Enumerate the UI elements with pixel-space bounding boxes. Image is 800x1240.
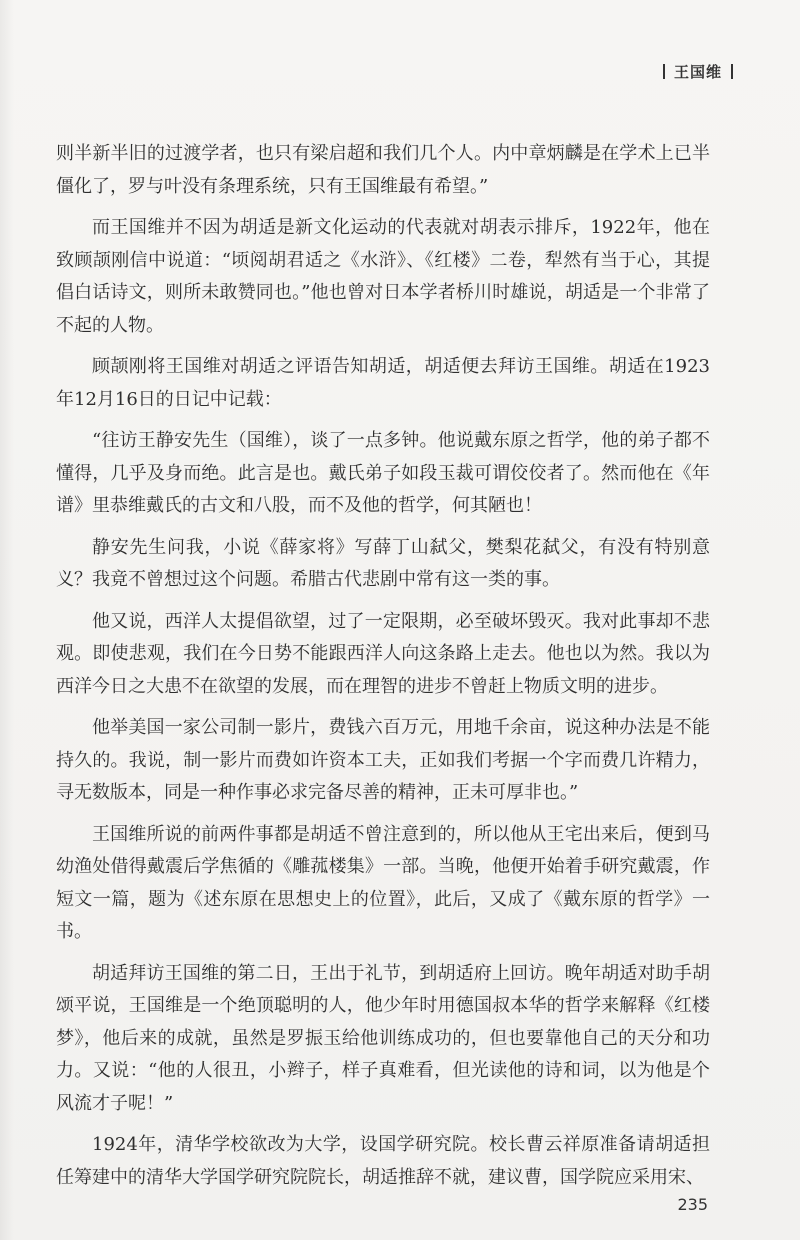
paragraph: 他又说，西洋人太提倡欲望，过了一定限期，必至破坏毁灭。我对此事却不悲观。即使悲观，我们在今日势不能跟西洋人向这条路上走去。他也以为然。我以为西洋今日之大患不在欲望的发展，而在理智的进步不曾赶上物质文明的进步。 [56, 610, 710, 697]
header-right-bar [731, 64, 733, 79]
paragraph: “往访王静安先生（国维），谈了一点多钟。他说戴东原之哲学，他的弟子都不懂得，几乎及身而绝。此言是也。戴氏弟子如段玉裁可谓佼佼者了。然而他在《年谱》里恭维戴氏的古文和八股，而不及他的哲学，何其陋也！ [56, 430, 710, 516]
running-header [654, 61, 742, 82]
paragraph: 1924年，清华学校欲改为大学，设国学研究院。校长曹云祥原准备请胡适担任筹建中的清华大学国学研究院院长，胡适推辞不就，建议曹，国学院应采用宋、 [56, 1134, 710, 1188]
paragraph: 而王国维并不因为胡适是新文化运动的代表就对胡表示排斥，1922年，他在致顾颉刚信中说道：“顷阅胡君适之《水浒》、《红楼》二卷，犁然有当于心，其提倡白话诗文，则所未敢赞同也。”他也曾对日本学者桥川时雄说，胡适是一个非常了不起的人物。 [56, 217, 710, 336]
paragraph: 静安先生问我，小说《薛家将》写薛丁山弑父，樊梨花弑父，有没有特别意义？我竟不曾想过这个问题。希腊古代悲剧中常有这一类的事。 [56, 536, 710, 590]
paragraph: 顾颉刚将王国维对胡适之评语告知胡适，胡适便去拜访王国维。胡适在1923年12月16日的日记中记载： [56, 356, 710, 410]
paragraph: 则半新半旧的过渡学者，也只有梁启超和我们几个人。内中章炳麟是在学术上已半僵化了，罗与叶没有条理系统，只有王国维最有希望。” [56, 143, 710, 197]
spine-shadow [0, 0, 14, 1240]
paragraph: 胡适拜访王国维的第二日，王出于礼节，到胡适府上回访。晚年胡适对助手胡颂平说，王国维是一个绝顶聪明的人，他少年时用德国叔本华的哲学来解释《红楼梦》，他后来的成就，虽然是罗振玉给他训练成功的，但也要靠他自己的天分和功力。又说：“他的人很丑，小辫子，样子真难看，但光读他的诗和词，以为他是个风流才子呢！” [56, 962, 710, 1114]
page-number: 235 [677, 1195, 708, 1214]
body-text [56, 138, 710, 1203]
header-left-bar [663, 64, 665, 79]
paragraph: 他举美国一家公司制一影片，费钱六百万元，用地千余亩，说这种办法是不能持久的。我说，制一影片而费如许资本工夫，正如我们考据一个字而费几许精力，寻无数版本，同是一种作事必求完备尽善的精神，正未可厚非也。” [56, 717, 710, 803]
paragraph: 王国维所说的前两件事都是胡适不曾注意到的，所以他从王宅出来后，便到马幼渔处借得戴震后学焦循的《雕菰楼集》一部。当晚，他便开始着手研究戴震，作短文一篇，题为《述东原在思想史上的位置》，此后，又成了《戴东原的哲学》一书。 [56, 823, 710, 942]
header-title: 王国维 [673, 63, 722, 81]
